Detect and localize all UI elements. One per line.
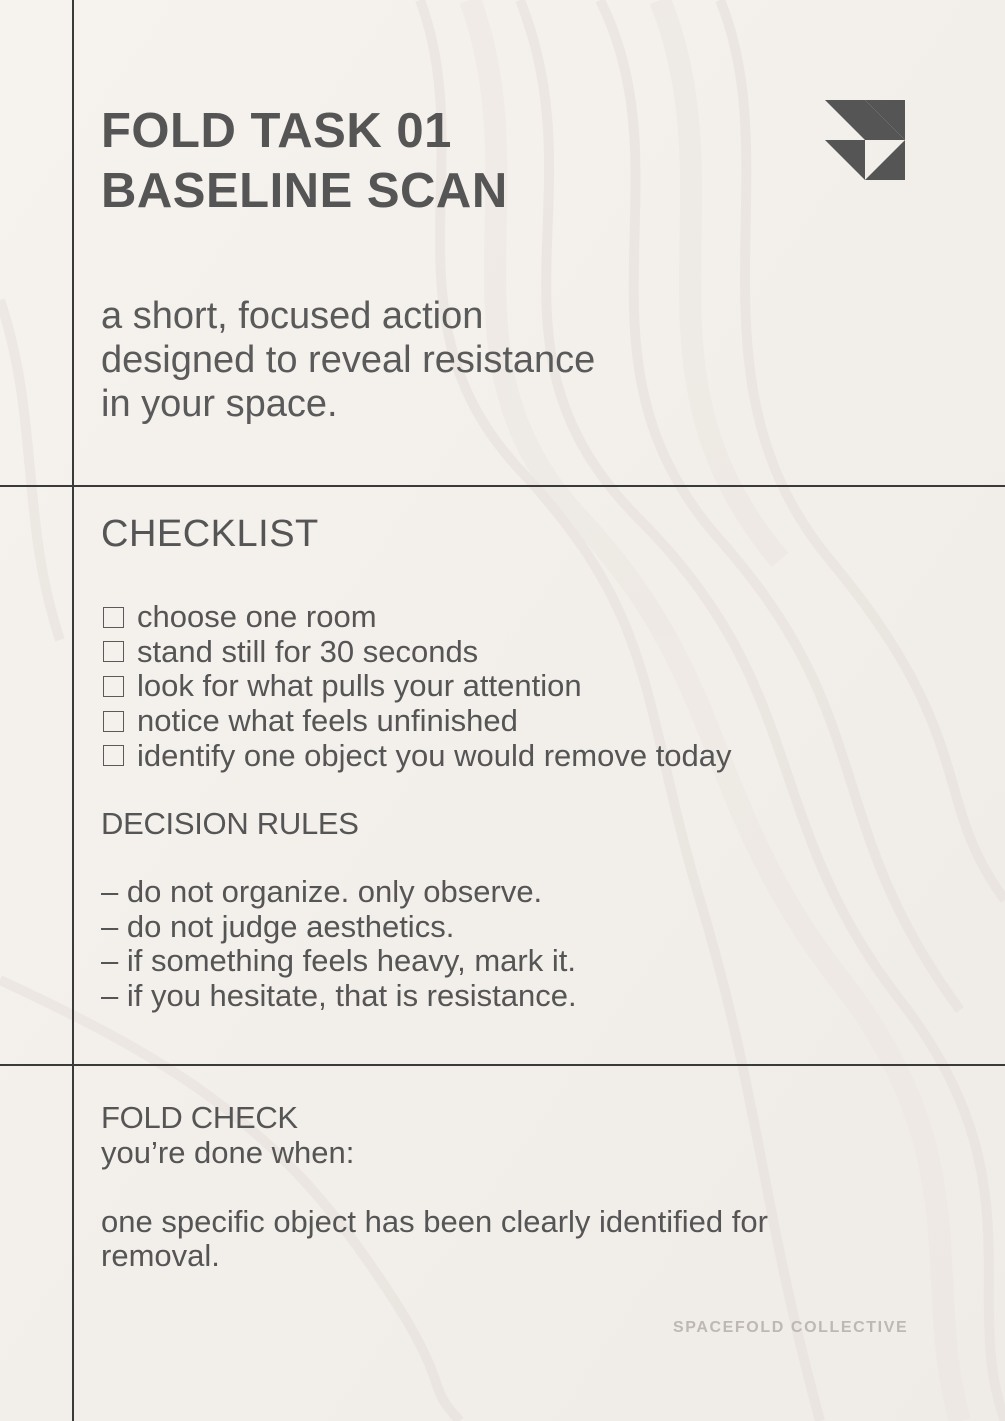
subtitle-line-3: in your space.	[101, 383, 338, 425]
vertical-rule	[72, 0, 74, 1421]
checklist-item-label: notice what feels unfinished	[137, 703, 518, 739]
page-subtitle	[101, 294, 595, 426]
checkbox-icon[interactable]	[103, 745, 124, 766]
fold-check-heading: FOLD CHECK	[101, 1100, 298, 1135]
checklist-heading: CHECKLIST	[101, 513, 319, 555]
checklist-item-label: look for what pulls your attention	[137, 668, 582, 704]
checkbox-icon[interactable]	[103, 607, 124, 628]
spacefold-triangles-logo	[825, 100, 905, 180]
checklist-item[interactable]	[103, 635, 732, 670]
fold-check-section	[101, 1101, 841, 1274]
footer-brand: SPACEFOLD COLLECTIVE	[673, 1319, 909, 1336]
checklist-item[interactable]	[103, 669, 732, 704]
fold-check-body: one specific object has been clearly identified for removal.	[101, 1203, 768, 1274]
checklist-item-label: stand still for 30 seconds	[137, 633, 479, 669]
checklist	[103, 600, 732, 773]
checkbox-icon[interactable]	[103, 711, 124, 732]
title-line-1: FOLD TASK 01	[101, 104, 452, 158]
checkbox-icon[interactable]	[103, 641, 124, 662]
decision-rule: – if something feels heavy, mark it.	[101, 943, 576, 979]
checklist-item-label: identify one object you would remove today	[137, 737, 732, 773]
decision-rule: – do not judge aesthetics.	[101, 908, 455, 944]
checklist-item[interactable]	[103, 600, 732, 635]
title-line-2: BASELINE SCAN	[101, 164, 508, 218]
decision-rules-heading: DECISION RULES	[101, 806, 359, 841]
decision-rules-list	[101, 875, 577, 1013]
decision-rule: – do not organize. only observe.	[101, 874, 543, 909]
checklist-item-label: choose one room	[137, 599, 377, 635]
checkbox-icon[interactable]	[103, 676, 124, 697]
checklist-item[interactable]	[103, 738, 732, 773]
decision-rule: – if you hesitate, that is resistance.	[101, 977, 577, 1013]
section-divider-bottom	[0, 1064, 1005, 1066]
page-title	[101, 101, 508, 221]
subtitle-line-2: designed to reveal resistance	[101, 339, 596, 381]
fold-check-subheading: you’re done when:	[101, 1134, 355, 1170]
section-divider-top	[0, 485, 1005, 487]
checklist-item[interactable]	[103, 704, 732, 739]
subtitle-line-1: a short, focused action	[101, 295, 484, 337]
